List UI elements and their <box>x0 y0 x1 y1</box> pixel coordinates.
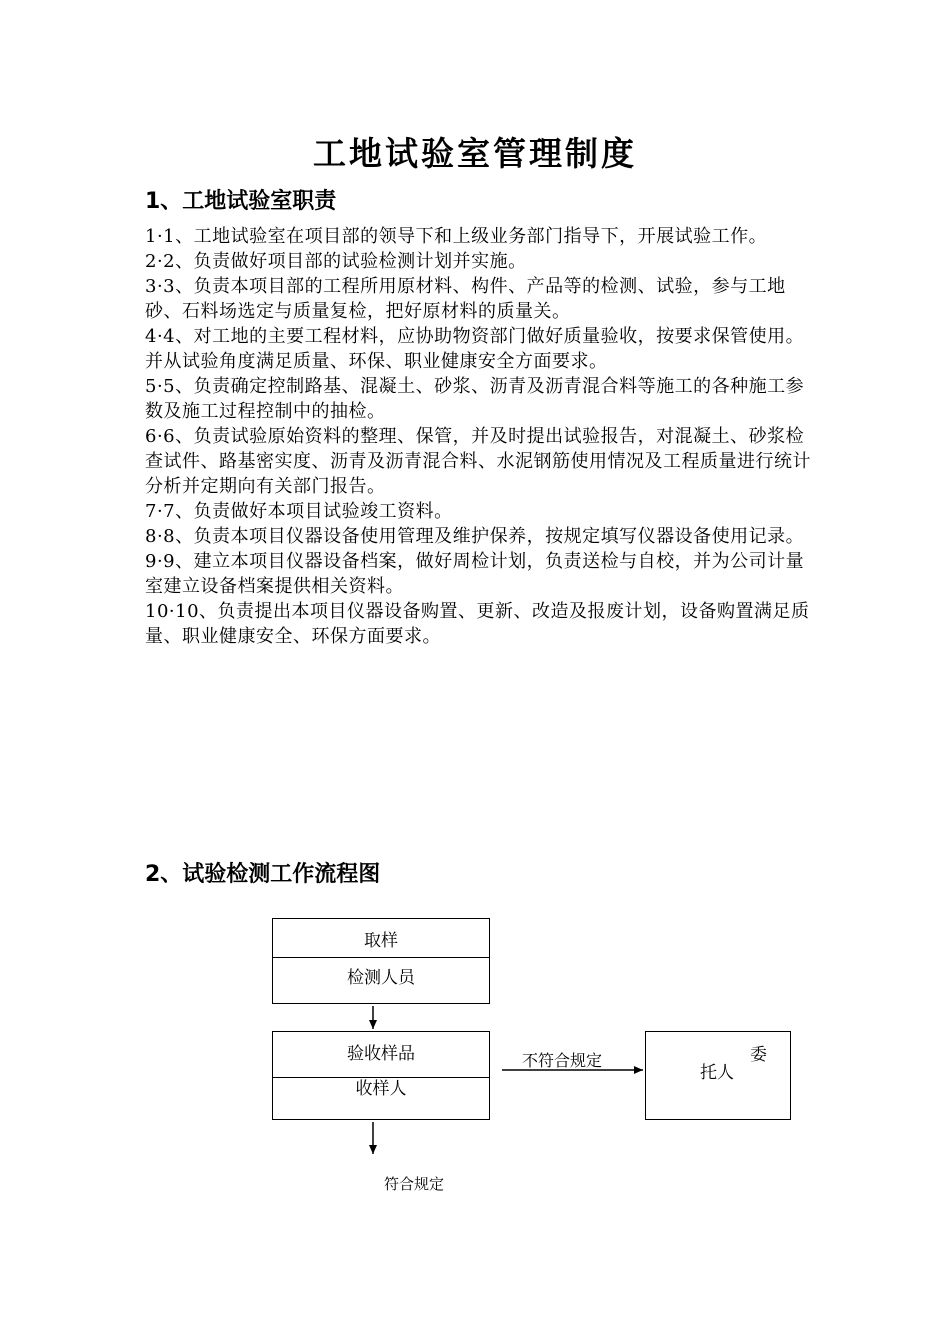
flowchart-box-client-line1: 委 <box>750 1045 767 1065</box>
flowchart-box-receive-line2: 收样人 <box>355 1079 407 1099</box>
flowchart-box-sampling-line1: 取样 <box>364 931 398 951</box>
document-title: 工地试验室管理制度 <box>313 134 637 173</box>
flowchart-box-sampling-line2: 检测人员 <box>347 968 415 988</box>
flowchart-label-nonconforming: 不符合规定 <box>522 1051 603 1070</box>
duty-item: 6·6、负责试验原始资料的整理、保管，并及时提出试验报告，对混凝土、砂浆检查试件、路基密实度、沥青及沥青混合料、水泥钢筋使用情况及工程质量进行统计分析并定期向有关部门报告。 <box>145 426 811 497</box>
flowchart-box-client-line2: 托人 <box>700 1063 734 1083</box>
duty-item: 7·7、负责做好本项目试验竣工资料。 <box>145 501 453 522</box>
duty-item: 10·10、负责提出本项目仪器设备购置、更新、改造及报废计划，设备购置满足质量、职业健康安全、环保方面要求。 <box>145 601 810 647</box>
section-heading-flowchart: 2、试验检测工作流程图 <box>145 862 381 887</box>
duty-item: 5·5、负责确定控制路基、混凝土、砂浆、沥青及沥青混合料等施工的各种施工参数及施工过程控制中的抽检。 <box>145 376 805 422</box>
duty-item: 9·9、建立本项目仪器设备档案，做好周检计划，负责送检与自校，并为公司计量室建立设备档案提供相关资料。 <box>145 551 805 597</box>
duty-item: 8·8、负责本项目仪器设备使用管理及维护保养，按规定填写仪器设备使用记录。 <box>145 526 805 547</box>
flowchart-box-receive-line1: 验收样品 <box>347 1044 415 1064</box>
flowchart-label-conforming: 符合规定 <box>384 1175 445 1193</box>
duty-item: 3·3、负责本项目部的工程所用原材料、构件、产品等的检测、试验，参与工地砂、石料场选定与质量复检，把好原材料的质量关。 <box>145 276 786 322</box>
duty-item: 1·1、工地试验室在项目部的领导下和上级业务部门指导下，开展试验工作。 <box>145 226 768 247</box>
duty-item: 2·2、负责做好项目部的试验检测计划并实施。 <box>145 251 527 272</box>
section-heading-duties: 1、工地试验室职责 <box>145 189 337 214</box>
duty-item: 4·4、对工地的主要工程材料，应协助物资部门做好质量验收，按要求保管使用。并从试验角度满足质量、环保、职业健康安全方面要求。 <box>145 326 805 372</box>
